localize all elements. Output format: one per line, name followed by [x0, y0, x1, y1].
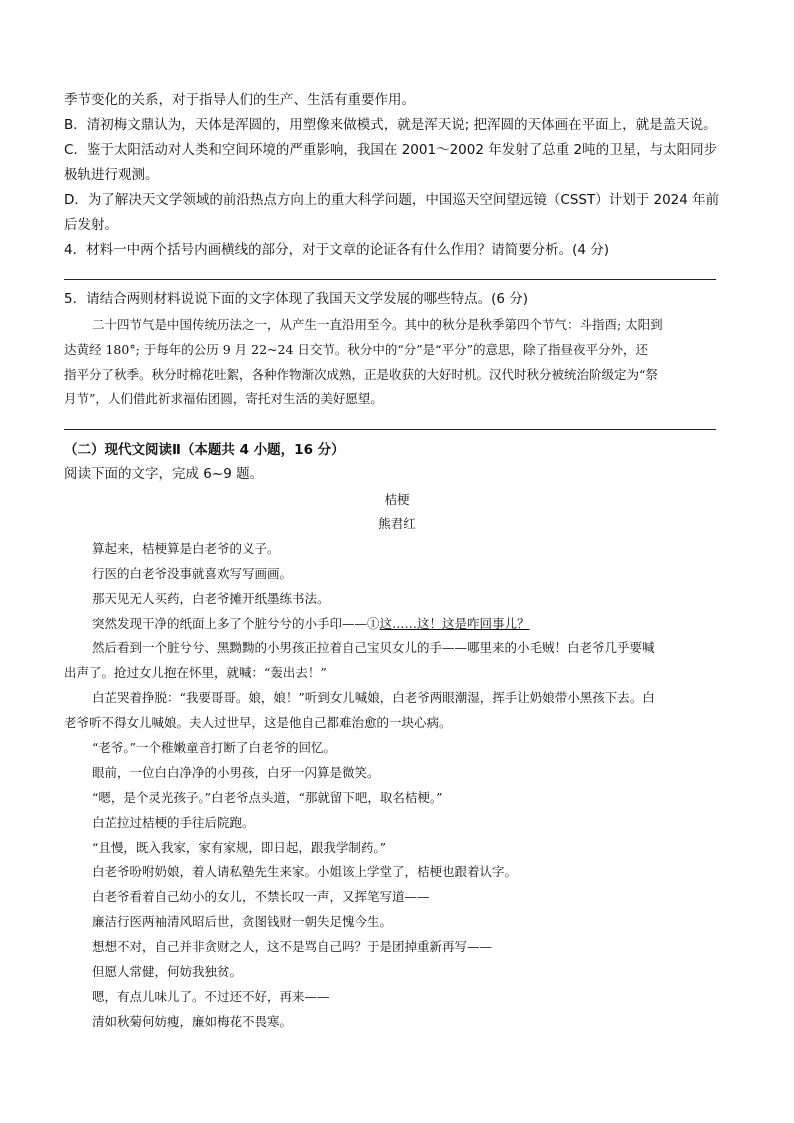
option-b: B．清初梅文鼎认为，天体是浑圆的，用塑像来做模式，就是浑天说; 把浑圆的天体画在平面上，就是盖天说。 — [64, 117, 717, 133]
section-heading: （二）现代文阅读Ⅱ（本题共 4 小题，16 分） — [64, 442, 345, 458]
story-paragraph-with-marker — [92, 614, 530, 634]
section-instruction: 阅读下面的文字，完成 6~9 题。 — [64, 466, 264, 482]
q5-passage-line-1: 二十四节气是中国传统历法之一，从产生一直沿用至今。其中的秋分是秋季第四个节气：斗指酉; 太阳到 — [92, 317, 663, 332]
story-author: 熊君红 — [378, 516, 416, 531]
story-paragraph: 眼前，一位白白净净的小男孩，白牙一闪算是微笑。 — [92, 765, 380, 780]
option-d-line-2: 后发射。 — [64, 217, 118, 233]
story-text: 突然发现干净的纸面上多了个脏兮兮的小手印—— — [92, 616, 368, 631]
story-paragraph-cont: 出声了。抢过女儿抱在怀里，就喊：“轰出去！” — [64, 665, 327, 680]
story-paragraph: 白芷哭着挣脱：“我要哥哥。娘，娘！”听到女儿喊娘，白老爷两眼潮湿，挥手让奶娘带小黑孩下去。白 — [92, 690, 655, 705]
story-paragraph: 然后看到一个脏兮兮、黑黝黝的小男孩正拉着自己宝贝女儿的手——哪里来的小毛贼！白老爷几乎要喊 — [92, 640, 655, 655]
underlined-sentence: 这……这！这是咋回事儿？ — [379, 616, 530, 631]
circled-number-marker: ① — [367, 616, 380, 631]
story-paragraph: “且慢，既入我家，家有家规，即日起，跟我学制药。” — [92, 840, 387, 855]
story-paragraph: 嗯，有点儿味儿了。不过还不好，再来—— — [92, 989, 330, 1004]
story-paragraph: 行医的白老爷没事就喜欢写写画画。 — [92, 566, 293, 581]
story-paragraph: “嗯，是个灵光孩子。”白老爷点头道，“那就留下吧，取名桔梗。” — [92, 790, 443, 805]
story-paragraph: 白芷拉过桔梗的手往后院跑。 — [92, 815, 255, 830]
story-paragraph: 清如秋菊何妨瘦，廉如梅花不畏寒。 — [92, 1014, 293, 1029]
option-c-line-1: C．鉴于太阳活动对人类和空间环境的严重影响，我国在 2001～2002 年发射了总重 2吨的卫星，与太阳同步 — [64, 142, 718, 158]
story-paragraph: 那天见无人买药，白老爷摊开纸墨练书法。 — [92, 591, 330, 606]
story-paragraph: “老爷。”一个稚嫩童音打断了白老爷的回忆。 — [92, 740, 337, 755]
story-paragraph: 但愿人常健，何妨我独贫。 — [92, 964, 243, 979]
q5-passage-line-4: 月节”，人们借此祈求福佑团圆，寄托对生活的美好愿望。 — [64, 391, 383, 406]
q5-passage-line-3: 指平分了秋季。秋分时棉花吐絮，各种作物渐次成熟，正是收获的大好时机。汉代时秋分被统治阶级定为“祭 — [64, 367, 658, 382]
q5-passage-line-2: 达黄经 180°; 于每年的公历 9 月 22~24 日交节。秋分中的“分”是“平分”的意思，除了指昼夜平分外，还 — [64, 342, 648, 357]
story-paragraph-cont: 老爷听不得女儿喊娘。夫人过世早，这是他自己都难治愈的一块心病。 — [64, 715, 452, 730]
story-paragraph: 白老爷吩咐奶娘，着人请私塾先生来家。小姐该上学堂了，桔梗也跟着认字。 — [92, 864, 518, 879]
option-d-line-1: D．为了解决天文学领域的前沿热点方向上的重大科学问题，中国巡天空间望远镜（CSST）计划于 2024 年前 — [64, 192, 720, 208]
story-paragraph: 廉洁行医两袖清风昭后世，贪图钱财一朝失足愧今生。 — [92, 914, 393, 929]
option-c-line-2: 极轨进行观测。 — [64, 167, 159, 183]
question-5: 5．请结合两则材料说说下面的文字体现了我国天文学发展的哪些特点。(6 分) — [64, 291, 529, 307]
story-title: 桔梗 — [384, 492, 410, 507]
story-paragraph: 想想不对，自己并非贪财之人，这不是骂自己吗？于是团掉重新再写—— — [92, 939, 493, 954]
answer-line-q5 — [64, 429, 716, 430]
story-paragraph: 算起来，桔梗算是白老爷的义子。 — [92, 541, 280, 556]
story-paragraph: 白老爷看着自己幼小的女儿，不禁长叹一声，又挥笔写道—— — [92, 889, 430, 904]
option-a-tail: 季节变化的关系，对于指导人们的生产、生活有重要作用。 — [64, 92, 415, 108]
question-4: 4．材料一中两个括号内画横线的部分，对于文章的论证各有什么作用？请简要分析。(4 分) — [64, 242, 610, 258]
answer-line-q4 — [64, 279, 716, 280]
